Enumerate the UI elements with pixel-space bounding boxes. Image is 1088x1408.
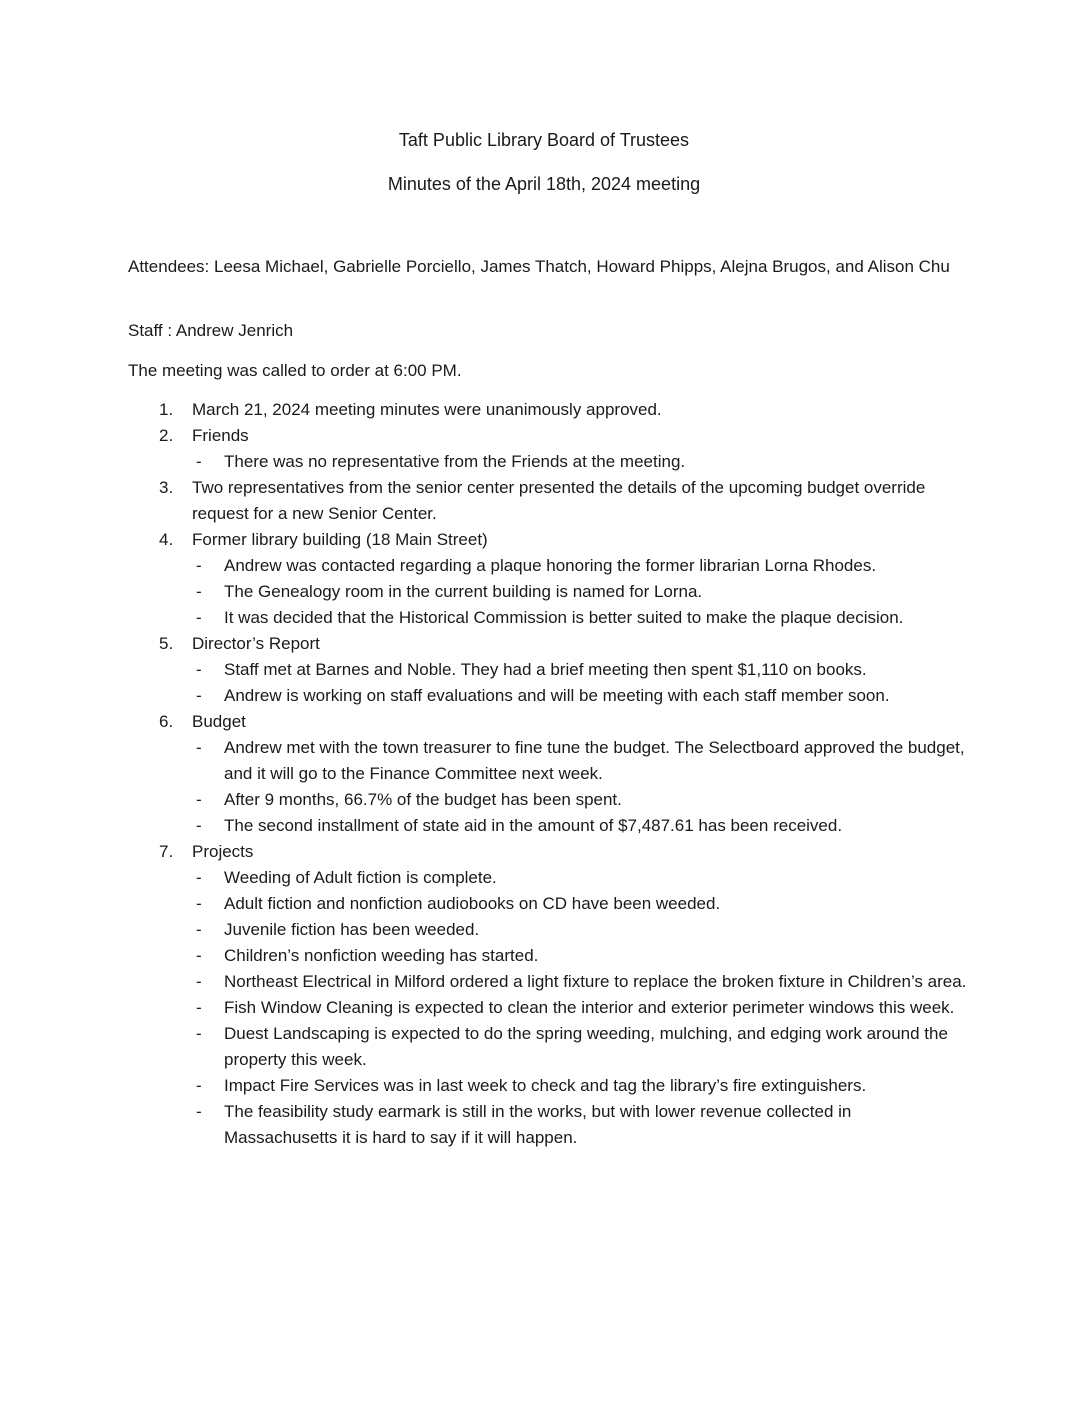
agenda-sub-item-text: Impact Fire Services was in last week to check and tag the library’s fire extinguishers. xyxy=(224,1076,867,1095)
agenda-item-number: 1. xyxy=(159,400,174,419)
agenda-sub-item xyxy=(128,1073,968,1099)
agenda-sub-item xyxy=(128,917,968,943)
bullet-dash: - xyxy=(196,1076,202,1095)
bullet-dash: - xyxy=(196,556,202,575)
agenda-sub-item-text: Children’s nonfiction weeding has started. xyxy=(224,946,539,965)
agenda-sub-item xyxy=(128,865,968,891)
bullet-dash: - xyxy=(196,816,202,835)
bullet-dash: - xyxy=(196,790,202,809)
agenda-item-number: 4. xyxy=(159,530,174,549)
agenda-sub-item xyxy=(128,657,968,683)
agenda-sub-item xyxy=(128,553,968,579)
agenda-sub-item xyxy=(128,735,968,787)
agenda-sub-item-text: The feasibility study earmark is still in the works, but with lower revenue collected in Massachusetts it is hard to say if it will happen. xyxy=(224,1102,852,1147)
agenda-sub-item-text: Duest Landscaping is expected to do the spring weeding, mulching, and edging work around the property this week. xyxy=(224,1024,948,1069)
agenda-item-text: Director’s Report xyxy=(192,634,320,653)
bullet-dash: - xyxy=(196,686,202,705)
agenda-sub-item xyxy=(128,683,968,709)
agenda-item-number: 7. xyxy=(159,842,174,861)
bullet-dash: - xyxy=(196,660,202,679)
bullet-dash: - xyxy=(196,998,202,1017)
document-subtitle: Minutes of the April 18th, 2024 meeting xyxy=(387,174,701,194)
agenda-item-text: Projects xyxy=(192,842,254,861)
agenda-item xyxy=(128,709,968,735)
document-title: Taft Public Library Board of Trustees xyxy=(398,130,690,150)
agenda-sub-item-text: Weeding of Adult fiction is complete. xyxy=(224,868,497,887)
attendees-line: Attendees: Leesa Michael, Gabrielle Porciello, James Thatch, Howard Phipps, Alejna Brugos, and Alison Chu xyxy=(128,257,950,276)
bullet-dash: - xyxy=(196,972,202,991)
bullet-dash: - xyxy=(196,738,202,757)
bullet-dash: - xyxy=(196,868,202,887)
agenda-sub-item xyxy=(128,787,968,813)
bullet-dash: - xyxy=(196,608,202,627)
agenda-sub-item-text: Fish Window Cleaning is expected to clean the interior and exterior perimeter windows this week. xyxy=(224,998,955,1017)
agenda-list xyxy=(128,397,968,1151)
agenda-item xyxy=(128,527,968,553)
agenda-sub-item xyxy=(128,891,968,917)
agenda-sub-item xyxy=(128,449,968,475)
agenda-sub-item-text: After 9 months, 66.7% of the budget has been spent. xyxy=(224,790,622,809)
bullet-dash: - xyxy=(196,452,202,471)
bullet-dash: - xyxy=(196,920,202,939)
agenda-item-number: 3. xyxy=(159,478,174,497)
agenda-item-text: March 21, 2024 meeting minutes were unanimously approved. xyxy=(192,400,662,419)
agenda-sub-item-text: The second installment of state aid in the amount of $7,487.61 has been received. xyxy=(224,816,843,835)
agenda-item-text: Budget xyxy=(192,712,246,731)
agenda-sub-item-text: Andrew met with the town treasurer to fine tune the budget. The Selectboard approved the budget, and it will go to the Finance Committee next week. xyxy=(224,738,965,783)
agenda-item-text: Friends xyxy=(192,426,249,445)
agenda-sub-item-text: It was decided that the Historical Commission is better suited to make the plaque decision. xyxy=(224,608,904,627)
agenda-item-number: 6. xyxy=(159,712,174,731)
agenda-item-number: 5. xyxy=(159,634,174,653)
bullet-dash: - xyxy=(196,1102,202,1121)
agenda-sub-item xyxy=(128,1021,968,1073)
agenda-item-text: Two representatives from the senior center presented the details of the upcoming budget override request for a new Senior Center. xyxy=(192,478,926,523)
agenda-sub-item xyxy=(128,579,968,605)
agenda-item xyxy=(128,839,968,865)
bullet-dash: - xyxy=(196,582,202,601)
staff-line: Staff : Andrew Jenrich xyxy=(128,321,294,340)
agenda-sub-item xyxy=(128,943,968,969)
agenda-sub-item-text: Andrew is working on staff evaluations and will be meeting with each staff member soon. xyxy=(224,686,890,705)
agenda-sub-item xyxy=(128,605,968,631)
agenda-sub-item-text: The Genealogy room in the current building is named for Lorna. xyxy=(224,582,703,601)
agenda-item xyxy=(128,423,968,449)
call-to-order-line: The meeting was called to order at 6:00 PM. xyxy=(128,361,462,380)
bullet-dash: - xyxy=(196,1024,202,1043)
agenda-sub-item-text: Andrew was contacted regarding a plaque honoring the former librarian Lorna Rhodes. xyxy=(224,556,877,575)
agenda-sub-item-text: Juvenile fiction has been weeded. xyxy=(224,920,480,939)
agenda-sub-item-text: There was no representative from the Friends at the meeting. xyxy=(224,452,686,471)
agenda-sub-item xyxy=(128,969,968,995)
agenda-item xyxy=(128,475,968,527)
bullet-dash: - xyxy=(196,894,202,913)
agenda-sub-item-text: Northeast Electrical in Milford ordered a light fixture to replace the broken fixture in Children’s area. xyxy=(224,972,967,991)
agenda-sub-item-text: Adult fiction and nonfiction audiobooks on CD have been weeded. xyxy=(224,894,721,913)
agenda-sub-item xyxy=(128,995,968,1021)
agenda-item xyxy=(128,397,968,423)
agenda-sub-item-text: Staff met at Barnes and Noble. They had a brief meeting then spent $1,110 on books. xyxy=(224,660,867,679)
agenda-item-number: 2. xyxy=(159,426,174,445)
agenda-sub-item xyxy=(128,1099,968,1151)
bullet-dash: - xyxy=(196,946,202,965)
agenda-item-text: Former library building (18 Main Street) xyxy=(192,530,488,549)
agenda-sub-item xyxy=(128,813,968,839)
agenda-item xyxy=(128,631,968,657)
